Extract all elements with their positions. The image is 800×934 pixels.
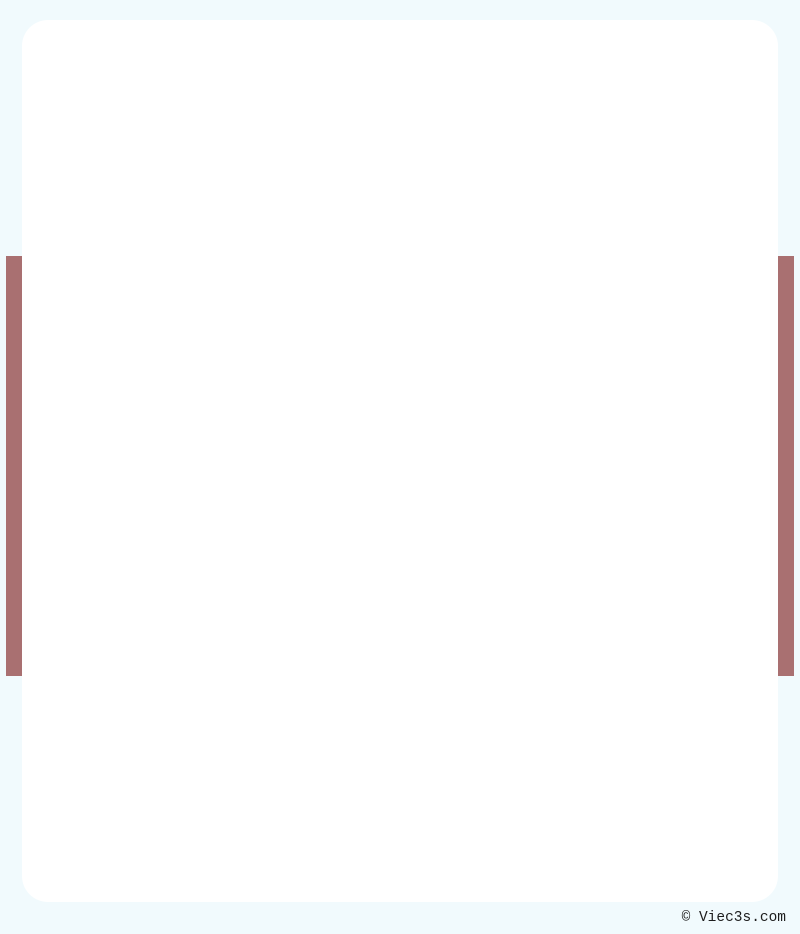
watermark: © Viec3s.com xyxy=(681,910,786,926)
cv-card xyxy=(22,20,778,902)
